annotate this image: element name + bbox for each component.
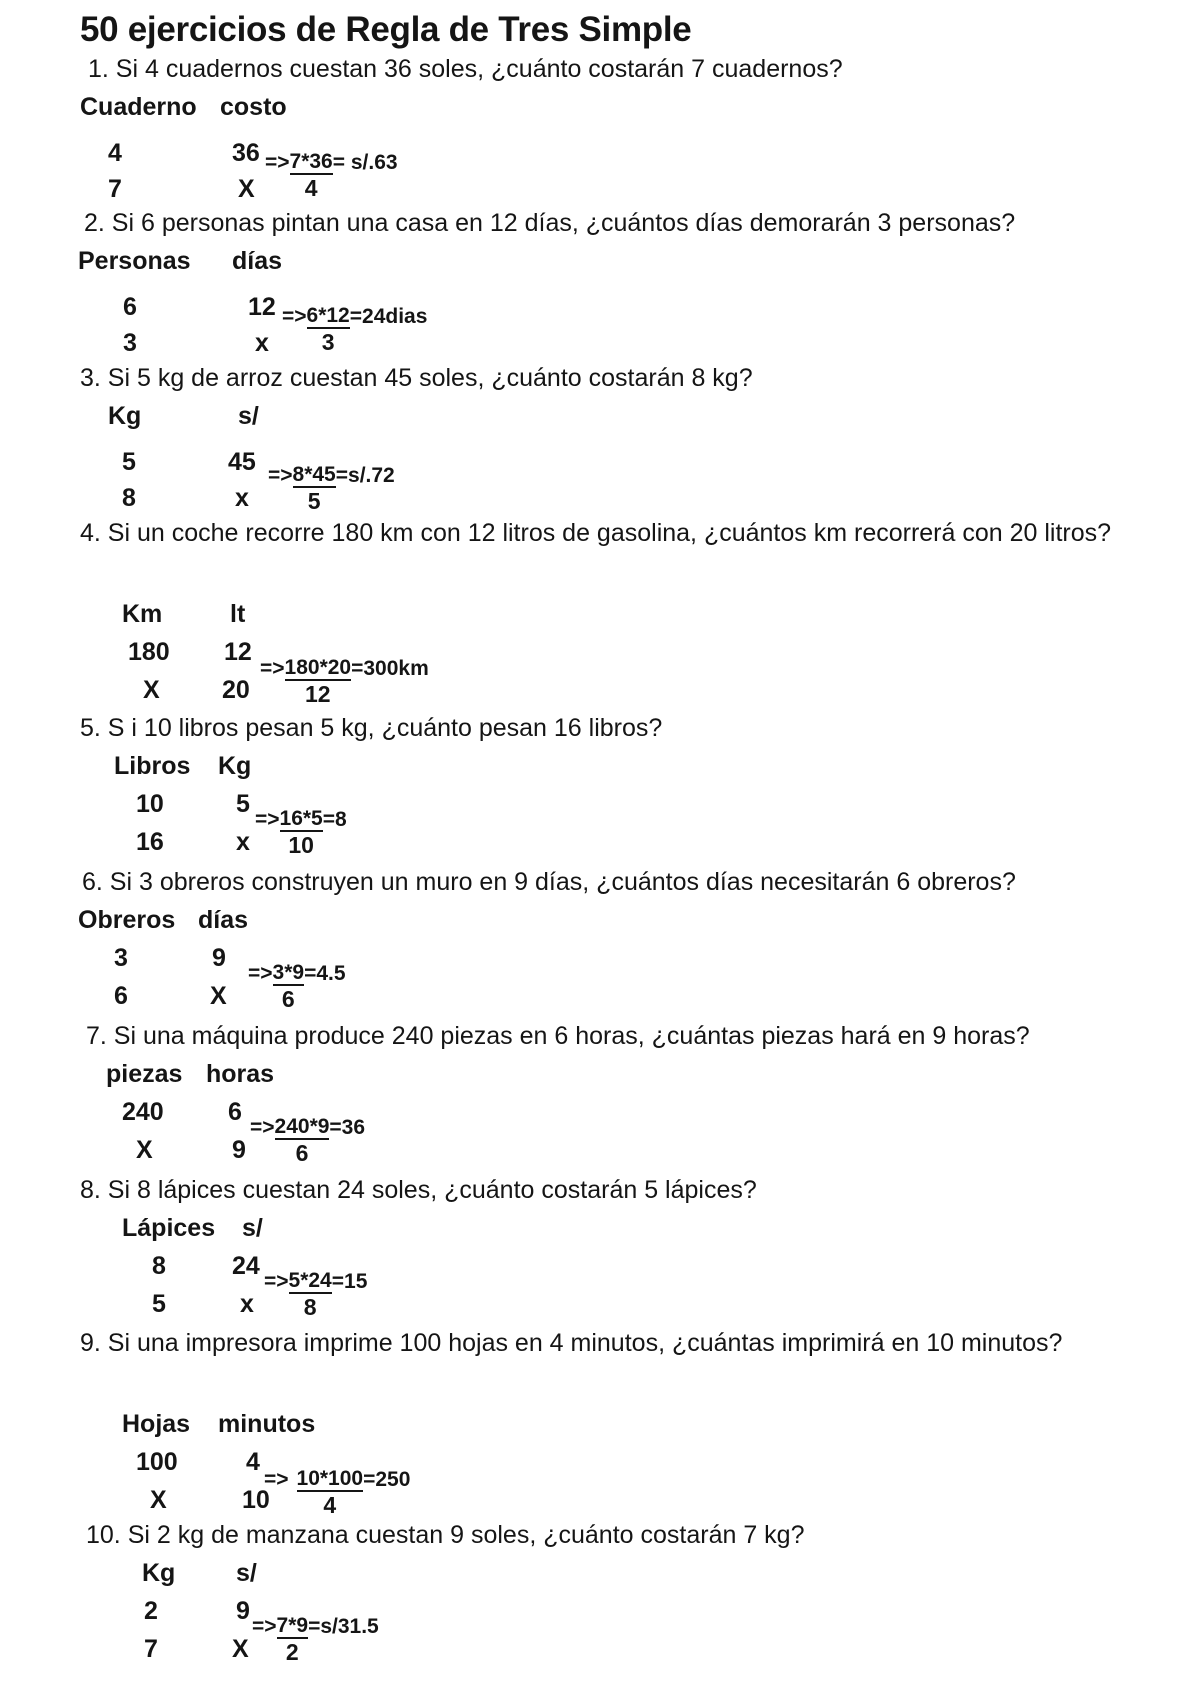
fraction — [297, 1454, 364, 1518]
solution-result: =4.5 — [304, 962, 346, 985]
question-text: 10. Si 2 kg de manzana cuestan 9 soles, ¿cuánto costarán 7 kg? — [86, 1521, 805, 1549]
column-header-1: Kg — [108, 402, 142, 430]
fraction — [290, 137, 333, 201]
value-b1: 9 — [236, 1597, 250, 1625]
fraction — [293, 450, 336, 514]
value-a2: 6 — [114, 982, 128, 1010]
fraction — [273, 948, 305, 1012]
implies-arrow: => — [264, 1270, 289, 1293]
column-header-1: Km — [122, 600, 163, 628]
column-header-1: piezas — [106, 1060, 183, 1088]
implies-arrow: => — [260, 657, 285, 680]
value-b1: 36 — [232, 139, 260, 167]
fraction-denominator: 6 — [295, 1140, 309, 1166]
solution-result: =250 — [363, 1468, 411, 1491]
value-a1: 180 — [128, 638, 170, 666]
fraction-denominator: 3 — [321, 329, 335, 355]
value-b2: 10 — [242, 1486, 270, 1514]
question-text: 1. Si 4 cuadernos cuestan 36 soles, ¿cuánto costarán 7 cuadernos? — [88, 55, 843, 83]
implies-arrow: => — [264, 1468, 289, 1491]
fraction-numerator: 5*24 — [289, 1256, 332, 1294]
page-title: 50 ejercicios de Regla de Tres Simple — [80, 10, 692, 49]
implies-arrow: => — [252, 1615, 277, 1638]
value-b1: 4 — [246, 1448, 260, 1476]
question-text: 3. Si 5 kg de arroz cuestan 45 soles, ¿cuánto costarán 8 kg? — [80, 364, 753, 392]
solution-formula — [264, 1256, 367, 1320]
implies-arrow: => — [255, 808, 280, 831]
value-b2: x — [235, 484, 249, 512]
question-text: 9. Si una impresora imprime 100 hojas en 4 minutos, ¿cuántas imprimirá en 10 minutos? — [80, 1329, 1063, 1357]
column-header-2: días — [232, 247, 283, 275]
value-b1: 12 — [224, 638, 252, 666]
value-a2: X — [136, 1136, 153, 1164]
value-b1: 9 — [212, 944, 226, 972]
value-b2: x — [255, 329, 269, 357]
fraction — [289, 1256, 332, 1320]
value-b1: 24 — [232, 1252, 260, 1280]
value-b1: 45 — [228, 448, 256, 476]
value-b1: 6 — [228, 1098, 242, 1126]
column-header-1: Obreros — [78, 906, 176, 934]
column-header-2: Kg — [218, 752, 252, 780]
column-header-1: Cuaderno — [80, 93, 197, 121]
value-a2: 7 — [108, 175, 122, 203]
question-text: 4. Si un coche recorre 180 km con 12 litros de gasolina, ¿cuántos km recorrerá con 20 litros? — [80, 519, 1112, 547]
fraction — [307, 291, 350, 355]
value-a2: 5 — [152, 1290, 166, 1318]
implies-arrow: => — [268, 464, 293, 487]
column-header-2: minutos — [218, 1410, 316, 1438]
column-header-2: s/ — [242, 1214, 263, 1242]
implies-arrow: => — [248, 962, 273, 985]
solution-formula — [252, 1601, 379, 1665]
question-text: 7. Si una máquina produce 240 piezas en 6 horas, ¿cuántas piezas hará en 9 horas? — [86, 1022, 1030, 1050]
value-a1: 2 — [144, 1597, 158, 1625]
question-text: 5. S i 10 libros pesan 5 kg, ¿cuánto pesan 16 libros? — [80, 714, 663, 742]
fraction-denominator: 12 — [305, 681, 331, 707]
solution-formula — [250, 1102, 365, 1166]
value-a1: 100 — [136, 1448, 178, 1476]
fraction-numerator: 16*5 — [280, 794, 323, 832]
value-b2: x — [236, 828, 250, 856]
value-a2: 3 — [123, 329, 137, 357]
column-header-2: costo — [220, 93, 287, 121]
value-a1: 10 — [136, 790, 164, 818]
column-header-2: horas — [206, 1060, 275, 1088]
value-a2: 7 — [144, 1635, 158, 1663]
fraction-numerator: 7*36 — [290, 137, 333, 175]
solution-formula — [255, 794, 347, 858]
value-a1: 240 — [122, 1098, 164, 1126]
fraction — [280, 794, 323, 858]
value-a1: 3 — [114, 944, 128, 972]
value-a1: 5 — [122, 448, 136, 476]
fraction-denominator: 6 — [281, 986, 295, 1012]
fraction-numerator: 7*9 — [277, 1601, 309, 1639]
fraction-numerator: 10*100 — [297, 1454, 364, 1492]
value-b1: 12 — [248, 293, 276, 321]
fraction-numerator: 240*9 — [275, 1102, 330, 1140]
value-a1: 4 — [108, 139, 122, 167]
fraction-denominator: 10 — [288, 832, 314, 858]
column-header-2: días — [198, 906, 249, 934]
fraction — [277, 1601, 309, 1665]
value-a2: 16 — [136, 828, 164, 856]
solution-result: =s/31.5 — [308, 1615, 379, 1638]
column-header-2: s/ — [238, 402, 259, 430]
fraction-denominator: 5 — [307, 488, 321, 514]
solution-formula — [248, 948, 346, 1012]
implies-arrow: => — [265, 151, 290, 174]
value-a1: 8 — [152, 1252, 166, 1280]
solution-result: =36 — [329, 1116, 366, 1139]
question-text: 2. Si 6 personas pintan una casa en 12 días, ¿cuántos días demorarán 3 personas? — [84, 209, 1016, 237]
fraction-numerator: 180*20 — [285, 643, 352, 681]
column-header-2: lt — [230, 600, 246, 628]
solution-result: =300km — [351, 657, 429, 680]
solution-result: =24dias — [349, 305, 428, 328]
implies-arrow: => — [250, 1116, 275, 1139]
column-header-1: Libros — [114, 752, 191, 780]
implies-arrow: => — [282, 305, 307, 328]
value-a2: X — [143, 676, 160, 704]
fraction-denominator: 2 — [285, 1639, 299, 1665]
solution-result: =15 — [331, 1270, 368, 1293]
value-b2: 20 — [222, 676, 250, 704]
solution-formula — [264, 1454, 410, 1518]
value-b1: 5 — [236, 790, 250, 818]
value-b2: X — [232, 1635, 249, 1663]
column-header-1: Hojas — [122, 1410, 191, 1438]
solution-formula — [268, 450, 395, 514]
column-header-1: Kg — [142, 1559, 176, 1587]
fraction-numerator: 3*9 — [273, 948, 305, 986]
solution-formula — [265, 137, 398, 201]
column-header-1: Lápices — [122, 1214, 216, 1242]
value-a1: 6 — [123, 293, 137, 321]
question-text: 6. Si 3 obreros construyen un muro en 9 días, ¿cuántos días necesitarán 6 obreros? — [82, 868, 1016, 896]
value-b2: 9 — [232, 1136, 246, 1164]
solution-formula — [282, 291, 427, 355]
fraction-numerator: 8*45 — [293, 450, 336, 488]
value-a2: 8 — [122, 484, 136, 512]
fraction-numerator: 6*12 — [307, 291, 350, 329]
fraction-denominator: 8 — [303, 1294, 317, 1320]
fraction-denominator: 4 — [304, 175, 318, 201]
solution-result: =8 — [322, 808, 347, 831]
value-b2: X — [210, 982, 227, 1010]
value-b2: x — [240, 1290, 254, 1318]
value-b2: X — [238, 175, 255, 203]
fraction-denominator: 4 — [323, 1492, 337, 1518]
solution-formula — [260, 643, 429, 707]
question-text: 8. Si 8 lápices cuestan 24 soles, ¿cuánto costarán 5 lápices? — [80, 1176, 757, 1204]
fraction — [285, 643, 352, 707]
value-a2: X — [150, 1486, 167, 1514]
column-header-1: Personas — [78, 247, 191, 275]
column-header-2: s/ — [236, 1559, 257, 1587]
solution-result: = s/.63 — [332, 151, 398, 174]
solution-result: =s/.72 — [335, 464, 395, 487]
fraction — [275, 1102, 330, 1166]
